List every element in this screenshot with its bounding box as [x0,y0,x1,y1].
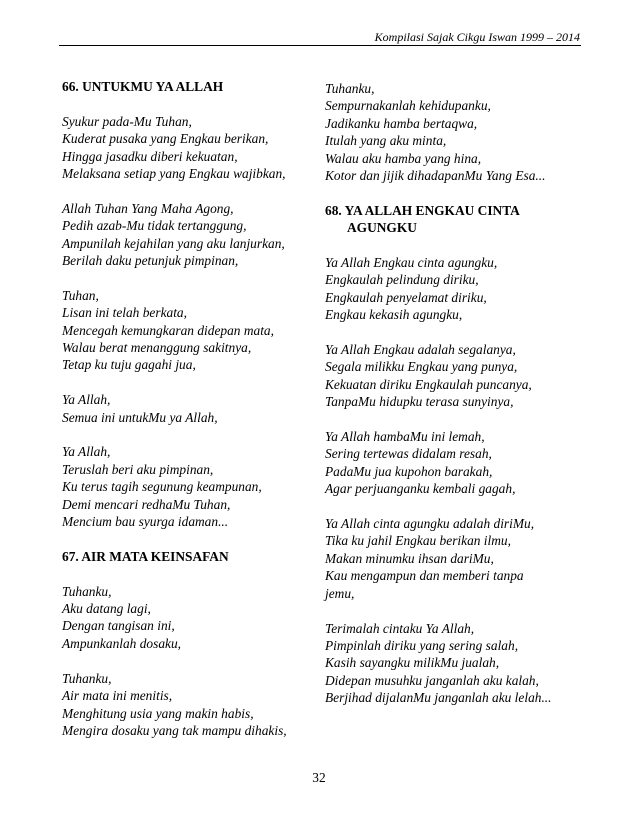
stanza [325,515,587,602]
stanza [62,391,312,426]
poem-line: Tika ku jahil Engkau berikan ilmu, [325,533,511,549]
poem-line: Tetap ku tuju gagahi jua, [62,357,196,373]
poem-line: Pedih azab-Mu tidak tertanggung, [62,218,247,234]
poem-line: Walau aku hamba yang hina, [325,150,482,166]
poem-line: Makan minumku ihsan dariMu, [325,550,494,566]
stanza [62,287,312,374]
stanza [325,80,587,184]
page-number: 32 [312,770,326,785]
poem-line: Semua ini untukMu ya Allah, [62,409,218,425]
poem-line: Didepan musuhku janganlah aku kalah, [325,672,539,688]
poem-line: Ku terus tagih segunung keampunan, [62,479,262,495]
poem-line: Ya Allah hambaMu ini lemah, [325,429,485,445]
poem-line: Itulah yang aku minta, [325,133,447,149]
poem-line: Ampunkanlah dosaku, [62,635,182,651]
stanza [325,428,587,498]
left-column [62,78,312,757]
poem-line: Ya Allah, [62,392,111,408]
poem-title: 67. AIR MATA KEINSAFAN [62,548,229,564]
poem-line: Berilah daku petunjuk pimpinan, [62,253,239,269]
poem-line: Kekuatan diriku Engkaulah puncanya, [325,376,532,392]
poem-line: Mencegah kemungkaran didepan mata, [62,322,274,338]
poem-66 [62,78,312,530]
poem-line: Ya Allah cinta agungku adalah diriMu, [325,516,535,532]
poem-67-continued [325,80,587,184]
poem-line: Ya Allah Engkau cinta agungku, [325,255,498,271]
poem-line: Berjihad dijalanMu janganlah aku lelah... [325,690,552,706]
poem-line: Kasih sayangku milikMu jualah, [325,655,500,671]
poem-line: jemu, [325,585,355,601]
poem-line: Tuhanku, [325,81,375,96]
poem-title: 68. YA ALLAH ENGKAU CINTA AGUNGKU [325,202,520,236]
poem-line: Kotor dan jijik dihadapanMu Yang Esa... [325,168,546,184]
poem-line: Jadikanku hamba bertaqwa, [325,115,478,131]
poem-line: Terimalah cintaku Ya Allah, [325,620,475,636]
poem-67 [62,548,312,739]
poem-line: Lisan ini telah berkata, [62,305,187,321]
stanza [325,620,587,707]
poem-line: Menghitung usia yang makin habis, [62,705,254,721]
poem-line: Teruslah beri aku pimpinan, [62,461,214,477]
poem-line: Sering tertewas didalam resah, [325,446,492,462]
poem-line: Walau berat menanggung sakitnya, [62,340,252,356]
poem-line: Kuderat pusaka yang Engkau berikan, [62,131,269,147]
poem-line: Demi mencari redhaMu Tuhan, [62,496,231,512]
stanza [62,583,312,653]
poem-line: TanpaMu hidupku terasa sunyinya, [325,394,514,410]
poem-line: Tuhanku, [62,670,112,686]
running-header: Kompilasi Sajak Cikgu Iswan 1999 – 2014 [374,30,580,44]
poem-line: Engkaulah penyelamat diriku, [325,289,487,305]
poem-line: Kau mengampun dan memberi tanpa [325,568,524,584]
poem-line: Syukur pada-Mu Tuhan, [62,113,192,129]
poem-line: Engkau kekasih agungku, [325,307,463,323]
poem-line: Melaksana setiap yang Engkau wajibkan, [62,166,286,182]
poem-line: Agar perjuanganku kembali gagah, [325,481,516,497]
poem-line: Ya Allah, [62,444,111,460]
poem-line: Ya Allah Engkau adalah segalanya, [325,342,516,358]
right-column [325,80,587,724]
stanza [62,200,312,270]
poem-68 [325,202,587,707]
poem-line: Ampunilah kejahilan yang aku lanjurkan, [62,235,285,251]
stanza [62,670,312,740]
stanza [62,443,312,530]
poem-line: Hingga jasadku diberi kekuatan, [62,148,238,164]
stanza [325,341,587,411]
poem-line: Segala milikku Engkau yang punya, [325,359,518,375]
poem-line: Tuhan, [62,287,99,303]
header-divider [59,45,581,46]
poem-line: Engkaulah pelindung diriku, [325,272,479,288]
stanza [325,254,587,324]
poem-line: Air mata ini menitis, [62,688,173,704]
poem-line: Sempurnakanlah kehidupanku, [325,98,491,114]
poem-line: Mencium bau syurga idaman... [62,514,229,530]
poem-line: Aku datang lagi, [62,601,151,617]
poem-line: PadaMu jua kupohon barakah, [325,463,493,479]
poem-line: Mengira dosaku yang tak mampu dihakis, [62,722,287,738]
poem-line: Dengan tangisan ini, [62,618,175,634]
poem-line: Tuhanku, [62,583,112,599]
poem-title: 66. UNTUKMU YA ALLAH [62,79,224,94]
poem-line: Pimpinlah diriku yang sering salah, [325,637,519,653]
poem-line: Allah Tuhan Yang Maha Agong, [62,200,234,216]
stanza [62,113,312,183]
